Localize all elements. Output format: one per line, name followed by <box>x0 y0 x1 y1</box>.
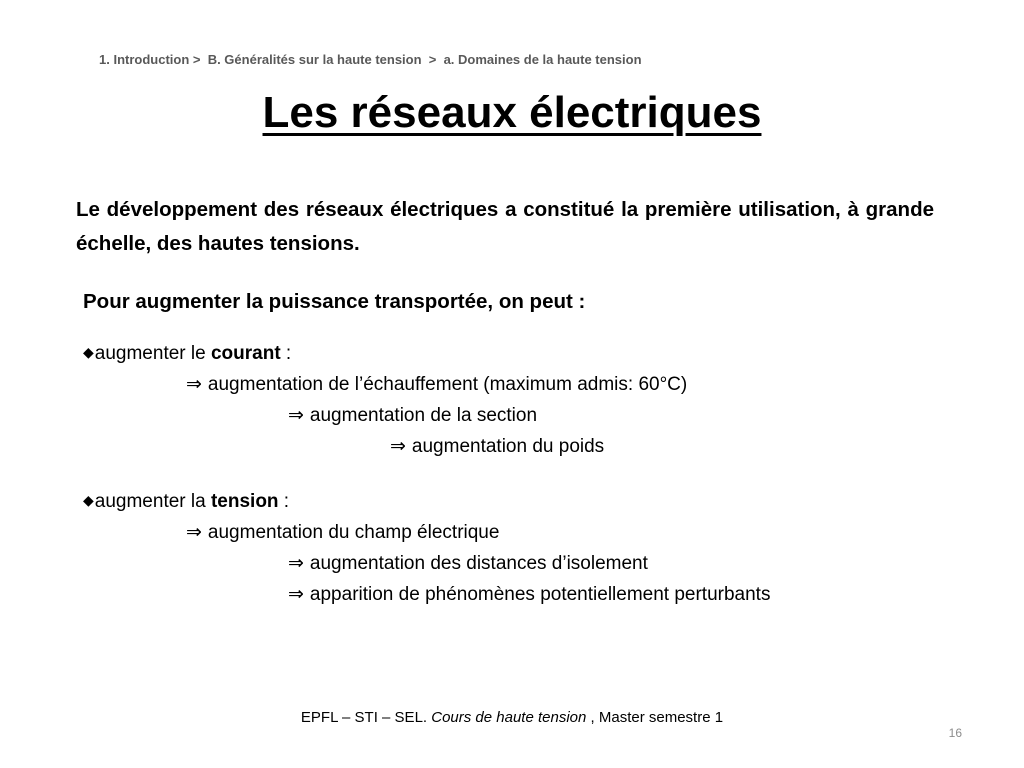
footer-org: EPFL – STI – SEL. <box>300 709 432 726</box>
consequence-line <box>288 552 648 575</box>
consequence-text: augmentation du champ électrique <box>207 522 500 543</box>
page-number: 16 <box>948 726 962 740</box>
footer-course: Cours de haute tension <box>431 709 591 726</box>
implies-arrow-icon: ⇒ <box>288 404 304 426</box>
diamond-bullet-icon: ◆ <box>83 492 94 508</box>
implies-arrow-icon: ⇒ <box>186 521 202 543</box>
bullet-prefix: augmenter la <box>94 491 211 512</box>
consequence-text: apparition de phénomènes potentiellement perturbants <box>309 584 771 605</box>
implies-arrow-icon: ⇒ <box>288 552 304 574</box>
breadcrumb: 1. Introduction > B. Généralités sur la haute tension > a. Domaines de la haute tension <box>99 52 642 67</box>
consequence-line <box>186 373 687 396</box>
bullet-keyword: courant <box>210 343 281 364</box>
consequence-line <box>186 521 499 544</box>
consequence-line <box>390 435 604 458</box>
consequence-text: augmentation de la section <box>309 405 538 426</box>
bullet-keyword: tension <box>210 491 279 512</box>
slide-title <box>0 88 1024 138</box>
footer <box>0 709 1024 726</box>
implies-arrow-icon: ⇒ <box>186 373 202 395</box>
bullet-suffix: : <box>278 491 290 512</box>
consequence-text: augmentation du poids <box>411 436 605 457</box>
consequence-line <box>288 404 537 427</box>
lead-sentence: Pour augmenter la puissance transportée, on peut : <box>83 290 586 313</box>
bullet-prefix: augmenter le <box>94 343 211 364</box>
bullet-suffix: : <box>280 343 292 364</box>
bullet-item-courant <box>83 343 291 365</box>
consequence-text: augmentation des distances d’isolement <box>309 553 648 574</box>
bullet-item-tension <box>83 491 289 513</box>
footer-rest: , Master semestre 1 <box>590 709 724 726</box>
consequence-line <box>288 583 770 606</box>
consequence-text: augmentation de l’échauffement (maximum admis: 60°C) <box>207 374 688 395</box>
implies-arrow-icon: ⇒ <box>288 583 304 605</box>
intro-paragraph: Le développement des réseaux électriques a constitué la première utilisation, à grande échelle, des hautes tensions. <box>76 198 934 255</box>
slide-title-text: Les réseaux électriques <box>262 88 762 137</box>
implies-arrow-icon: ⇒ <box>390 435 406 457</box>
diamond-bullet-icon: ◆ <box>83 344 94 360</box>
